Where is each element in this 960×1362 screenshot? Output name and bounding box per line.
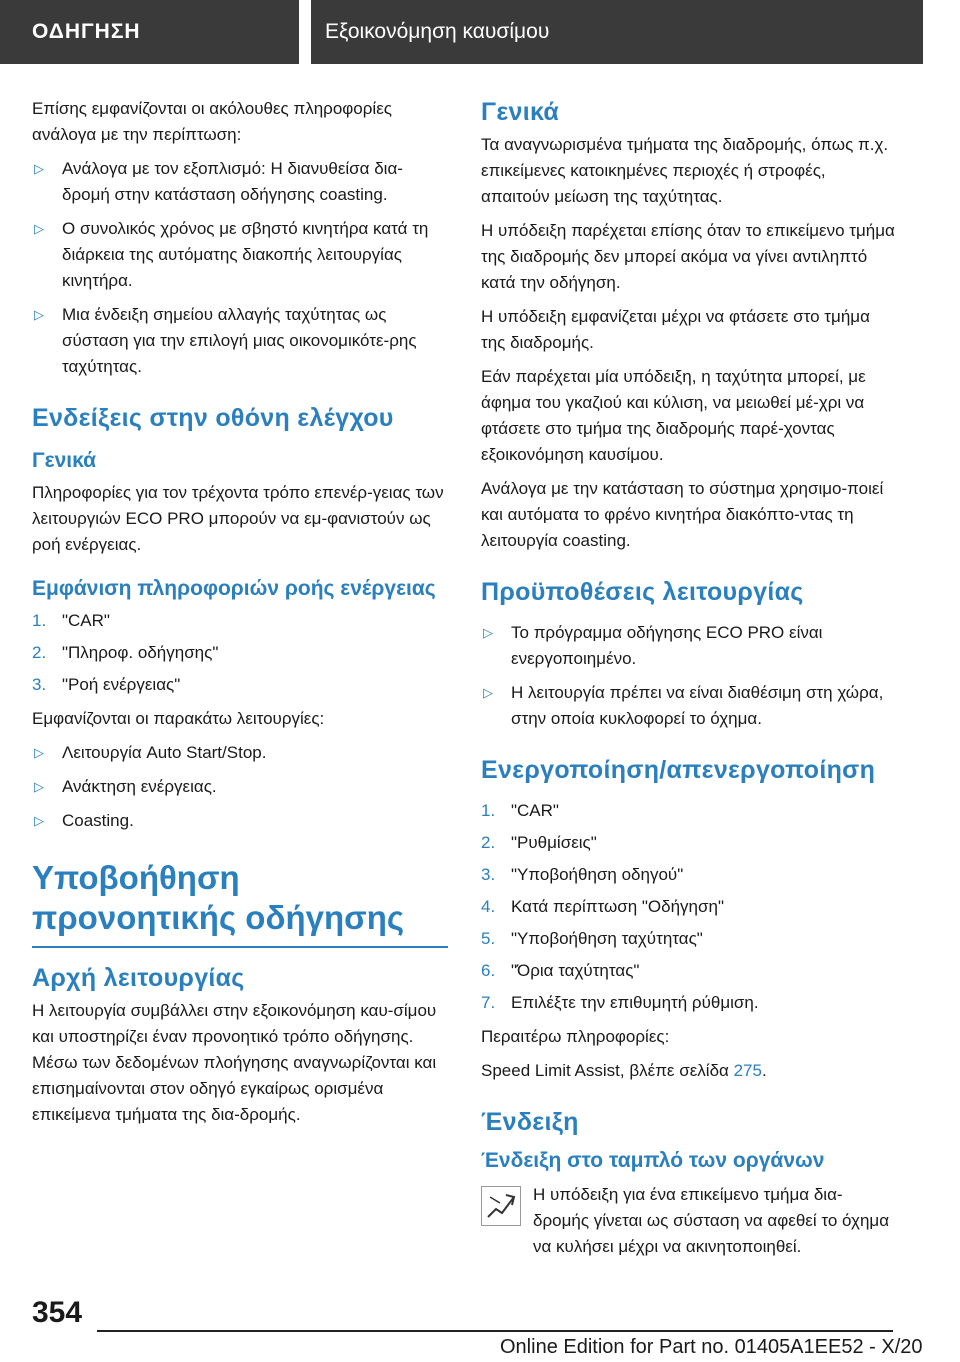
step-item: 3. "Ροή ενέργειας" (32, 675, 181, 694)
section-tab (0, 0, 299, 64)
activation-steps (481, 798, 897, 1016)
step-item: 2. "Ρυθμίσεις" (481, 833, 597, 852)
info-bullets (32, 156, 448, 380)
left-column (32, 96, 448, 1136)
step-item: 3. "Υποβοήθηση οδηγού" (481, 865, 684, 884)
heading-instrument-cluster: Ένδειξη στο ταμπλό των οργάνων (481, 1149, 825, 1172)
function-bullets (32, 740, 448, 834)
list-item: ▷ Coasting. (32, 808, 448, 834)
right-column (481, 96, 897, 1268)
functions-text: Εμφανίζονται οι παρακάτω λειτουργίες: (32, 709, 325, 728)
list-item: ▷ Ο συνολικός χρόνος με σβηστό κινητήρα κατά τη διάρκεια της αυτόματης διακοπής λειτουργίας κινητήρα. (32, 216, 448, 294)
heading-rule (32, 946, 448, 948)
list-item: ▷ Μια ένδειξη σημείου αλλαγής ταχύτητας ως σύσταση για την επιλογή μιας οικονομικότε-ρης ταχύτητας. (32, 302, 448, 380)
heading-activation: Ενεργοποίηση/απενεργοποίηση (481, 756, 876, 784)
paragraph: Τα αναγνωρισμένα τμήματα της διαδρομής, όπως π.χ. επικείμενες κατοικημένες περιοχές ή στροφές, απαιτούν μείωση της ταχύτητας. (481, 135, 889, 206)
icon-note-text: Η υπόδειξη για ένα επικείμενο τμήμα δια-δρομής γίνεται ως σύσταση να αφεθεί το όχημα να κυλήσει μέχρι να ακινητοποιηθεί. (533, 1185, 890, 1256)
section-title: ΟΔΗΓΗΣΗ (32, 20, 141, 43)
heading-indication: Ένδειξη (481, 1108, 579, 1136)
heading-predictive-assist: Υποβοήθηση προνοητικής οδήγησης (32, 859, 405, 936)
chapter-tab (311, 0, 923, 64)
list-item: ▷ Ανάλογα με τον εξοπλισμό: Η διανυθείσα δια-δρομή στην κατάσταση οδήγησης coasting. (32, 156, 448, 208)
page-number: 354 (32, 1296, 83, 1329)
triangle-bullet-icon: ▷ (34, 307, 44, 322)
edition-footer: Online Edition for Part no. 01405A1EE52 - X/20 (500, 1336, 923, 1358)
heading-control-display: Ενδείξεις στην οθόνη ελέγχου (32, 404, 394, 432)
triangle-bullet-icon: ▷ (34, 221, 44, 236)
triangle-bullet-icon: ▷ (34, 745, 44, 760)
list-item: ▷ Το πρόγραμμα οδήγησης ECO PRO είναι ενεργοποιημένο. (481, 620, 897, 672)
prereq-bullets (481, 620, 897, 732)
coasting-curve-icon (481, 1186, 521, 1226)
page-link[interactable]: 275 (733, 1061, 762, 1080)
more-info-text: Περαιτέρω πληροφορίες: (481, 1027, 670, 1046)
see-page-text: Speed Limit Assist, βλέπε σελίδα 275. (481, 1061, 767, 1080)
step-item: 1. "CAR" (481, 801, 559, 820)
step-item: 1. "CAR" (32, 611, 110, 630)
footer-rule (97, 1330, 893, 1332)
intro-text: Επίσης εμφανίζονται οι ακόλουθες πληροφορίες ανάλογα με την περίπτωση: (32, 99, 392, 144)
paragraph: Ανάλογα με την κατάσταση το σύστημα χρησιμο-ποιεί και αυτόματα το φρένο κινητήρα διακόπτο-ντας τη λειτουργία coasting. (481, 479, 884, 550)
list-item: ▷ Ανάκτηση ενέργειας. (32, 774, 448, 800)
triangle-bullet-icon: ▷ (483, 625, 493, 640)
heading-principle: Αρχή λειτουργίας (32, 964, 245, 992)
list-item: ▷ Λειτουργία Auto Start/Stop. (32, 740, 448, 766)
paragraph: Η υπόδειξη παρέχεται επίσης όταν το επικείμενο τμήμα της διαδρομής δεν μπορεί ακόμα να γίνει αντιληπτό κατά την οδήγηση. (481, 221, 895, 292)
triangle-bullet-icon: ▷ (483, 685, 493, 700)
icon-note (481, 1182, 897, 1268)
heading-general-right: Γενικά (481, 98, 560, 126)
chapter-title: Εξοικονόμηση καυσίμου (325, 20, 550, 43)
step-item: 7. Επιλέξτε την επιθυμητή ρύθμιση. (481, 993, 759, 1012)
list-item: ▷ Η λειτουργία πρέπει να είναι διαθέσιμη στη χώρα, στην οποία κυκλοφορεί το όχημα. (481, 680, 897, 732)
paragraph: Η υπόδειξη εμφανίζεται μέχρι να φτάσετε στο τμήμα της διαδρομής. (481, 307, 870, 352)
paragraph: Εάν παρέχεται μία υπόδειξη, η ταχύτητα μπορεί, με άφημα του γκαζιού και κύλιση, να μειωθεί μέ-χρι να φτάσετε στο τμήμα της διαδρομής παρέ-χοντας εξοικονόμηση καυσίμου. (481, 367, 866, 464)
flow-steps (32, 608, 448, 698)
step-item: 2. "Πληροφ. οδήγησης" (32, 643, 219, 662)
heading-general: Γενικά (32, 449, 97, 472)
heading-energy-flow: Εμφάνιση πληροφοριών ροής ενέργειας (32, 577, 436, 600)
triangle-bullet-icon: ▷ (34, 779, 44, 794)
principle-text: Η λειτουργία συμβάλλει στην εξοικονόμηση καυ-σίμου και υποστηρίζει έναν προνοητικό τρόπο οδήγησης. Μέσω των δεδομένων πλοήγησης αναγνωρίζονται και επισημαίνονται στον οδηγό εγκαίρως ορισμένα επικείμενα τμήματα της δια-δρομής. (32, 1001, 437, 1124)
step-item: 5. "Υποβοήθηση ταχύτητας" (481, 929, 703, 948)
general-text: Πληροφορίες για τον τρέχοντα τρόπο επενέρ-γειας των λειτουργιών ECO PRO μπορούν να εμ-φανιστούν ως ροή ενέργειας. (32, 483, 444, 554)
heading-prerequisites: Προϋποθέσεις λειτουργίας (481, 578, 804, 606)
step-item: 6. "Όρια ταχύτητας" (481, 961, 640, 980)
triangle-bullet-icon: ▷ (34, 813, 44, 828)
step-item: 4. Κατά περίπτωση "Οδήγηση" (481, 897, 724, 916)
triangle-bullet-icon: ▷ (34, 161, 44, 176)
